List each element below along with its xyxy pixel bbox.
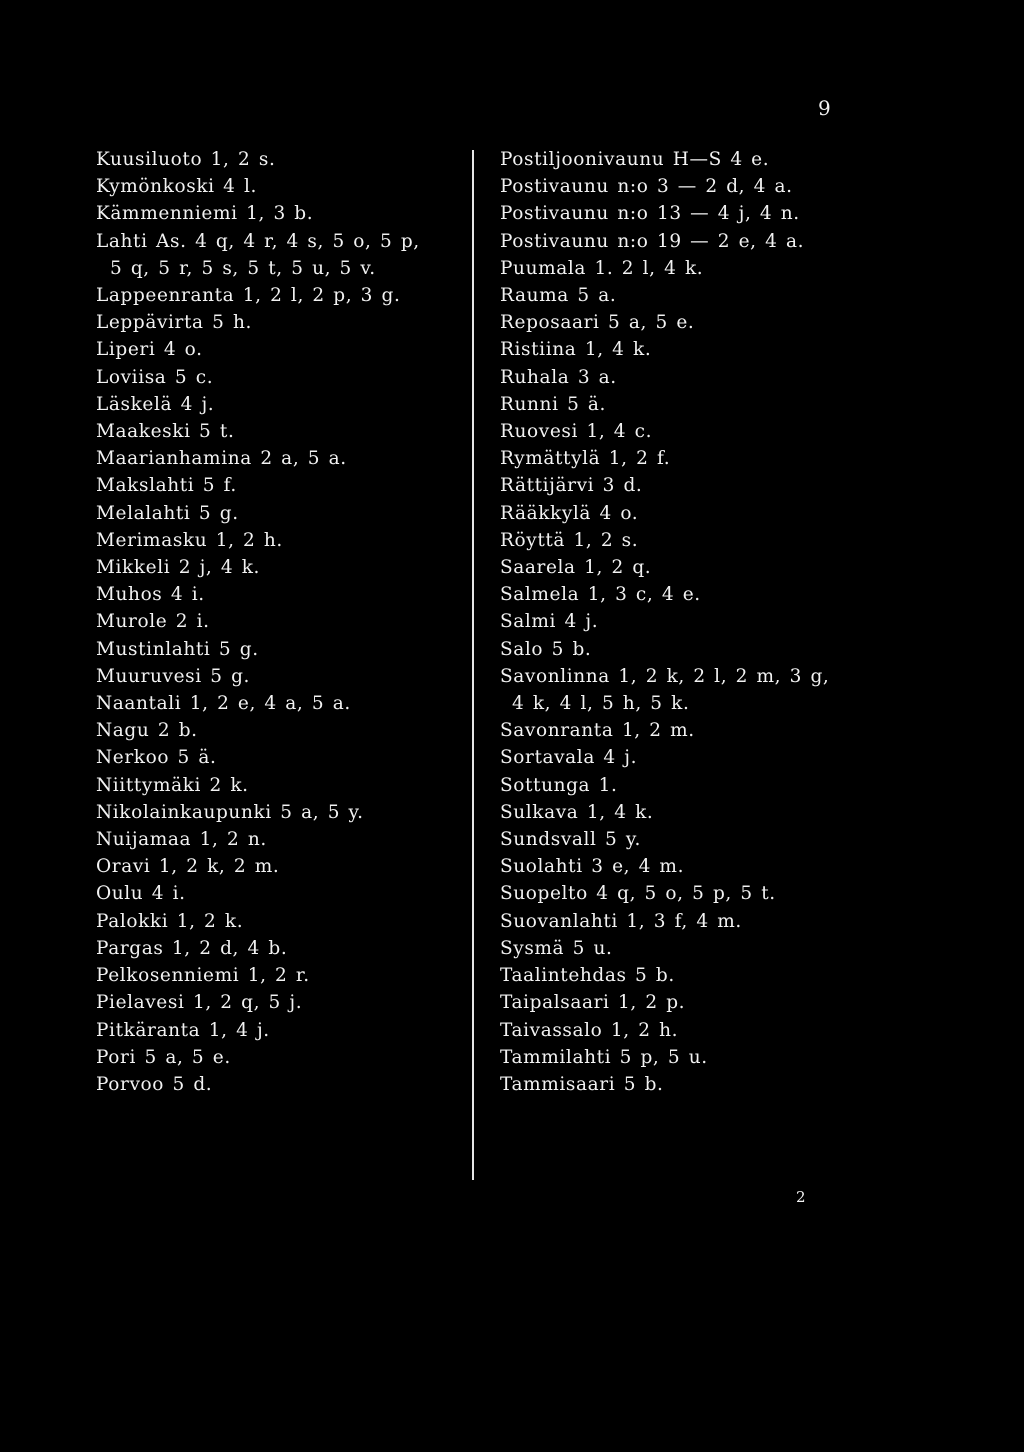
index-entry: Nikolainkaupunki 5 a, 5 y.: [96, 801, 364, 823]
index-column-right: [500, 146, 829, 1098]
index-entry: Ruovesi 1, 4 c.: [500, 421, 653, 443]
index-entry: Taivassalo 1, 2 h.: [500, 1019, 679, 1041]
index-entry: Savonranta 1, 2 m.: [500, 720, 695, 742]
index-entry: Merimasku 1, 2 h.: [96, 529, 283, 551]
index-entry: Pielavesi 1, 2 q, 5 j.: [96, 992, 303, 1014]
index-entry: 5 q, 5 r, 5 s, 5 t, 5 u, 5 v.: [110, 257, 376, 279]
index-entry: Läskelä 4 j.: [96, 393, 215, 415]
index-entry: Lappeenranta 1, 2 l, 2 p, 3 g.: [96, 285, 401, 307]
index-entry: Sysmä 5 u.: [500, 937, 613, 959]
index-entry: Nerkoo 5 ä.: [96, 747, 217, 769]
index-entry: Kuusiluoto 1, 2 s.: [96, 149, 276, 170]
index-entry: Kymönkoski 4 l.: [96, 176, 257, 198]
index-entry: Postivaunu n:o 13 — 4 j, 4 n.: [500, 203, 800, 225]
index-entry: Liperi 4 o.: [96, 339, 203, 361]
index-entry: Niittymäki 2 k.: [96, 774, 249, 796]
index-entry: Rättijärvi 3 d.: [500, 475, 643, 497]
index-entry: Suopelto 4 q, 5 o, 5 p, 5 t.: [500, 883, 776, 905]
index-entry: Mikkeli 2 j, 4 k.: [96, 557, 261, 579]
index-entry: Leppävirta 5 h.: [96, 312, 252, 334]
index-entry: Pelkosenniemi 1, 2 r.: [96, 965, 310, 987]
index-entry: Sundsvall 5 y.: [500, 829, 641, 851]
index-entry: 4 k, 4 l, 5 h, 5 k.: [512, 693, 690, 715]
index-entry: Sulkava 1, 4 k.: [500, 801, 654, 823]
index-entry: Oulu 4 i.: [96, 883, 186, 905]
index-entry: Salmela 1, 3 c, 4 e.: [500, 584, 701, 606]
index-entry: Tammisaari 5 b.: [500, 1073, 664, 1095]
index-entry: Makslahti 5 f.: [96, 475, 237, 497]
signature-mark: 2: [796, 1188, 806, 1206]
index-entry: Taipalsaari 1, 2 p.: [500, 992, 686, 1014]
index-entry: Kämmenniemi 1, 3 b.: [96, 203, 314, 225]
index-entry: Suolahti 3 e, 4 m.: [500, 856, 685, 878]
index-entry: Tammilahti 5 p, 5 u.: [500, 1046, 708, 1068]
index-entry: Nuijamaa 1, 2 n.: [96, 829, 267, 851]
index-entry: Reposaari 5 a, 5 e.: [500, 312, 695, 334]
index-entry: Suovanlahti 1, 3 f, 4 m.: [500, 910, 742, 932]
index-entry: Pori 5 a, 5 e.: [96, 1046, 231, 1068]
index-entry: Ruhala 3 a.: [500, 366, 617, 388]
index-entry: Muhos 4 i.: [96, 584, 205, 606]
index-entry: Pitkäranta 1, 4 j.: [96, 1019, 270, 1041]
index-entry: Sortavala 4 j.: [500, 747, 638, 769]
index-entry: Postiljoonivaunu H—S 4 e.: [500, 149, 770, 170]
index-entry: Nagu 2 b.: [96, 720, 198, 742]
index-entry: Rääkkylä 4 o.: [500, 502, 639, 524]
index-entry: Muuruvesi 5 g.: [96, 665, 250, 687]
index-entry: Salo 5 b.: [500, 638, 592, 660]
index-entry: Maakeski 5 t.: [96, 421, 235, 443]
index-entry: Savonlinna 1, 2 k, 2 l, 2 m, 3 g,: [500, 665, 830, 687]
index-entry: Rauma 5 a.: [500, 285, 617, 307]
page-number: 9: [818, 96, 832, 120]
index-entry: Loviisa 5 c.: [96, 366, 214, 388]
index-entry: Mustinlahti 5 g.: [96, 638, 259, 660]
index-entry: Puumala 1. 2 l, 4 k.: [500, 257, 704, 279]
index-column-left: [96, 146, 420, 1098]
index-entry: Maarianhamina 2 a, 5 a.: [96, 448, 347, 470]
index-entry: Murole 2 i.: [96, 611, 210, 633]
index-entry: Oravi 1, 2 k, 2 m.: [96, 856, 280, 878]
index-entry: Ristiina 1, 4 k.: [500, 339, 652, 361]
index-entry: Melalahti 5 g.: [96, 502, 239, 524]
index-entry: Porvoo 5 d.: [96, 1073, 213, 1095]
index-entry: Sottunga 1.: [500, 774, 618, 796]
index-entry: Postivaunu n:o 19 — 2 e, 4 a.: [500, 230, 805, 252]
index-entry: Pargas 1, 2 d, 4 b.: [96, 937, 288, 959]
index-entry: Röyttä 1, 2 s.: [500, 529, 639, 551]
index-entry: Runni 5 ä.: [500, 393, 607, 415]
index-entry: Naantali 1, 2 e, 4 a, 5 a.: [96, 693, 351, 715]
column-divider: [472, 150, 474, 1180]
index-entry: Palokki 1, 2 k.: [96, 910, 244, 932]
index-entry: Lahti As. 4 q, 4 r, 4 s, 5 o, 5 p,: [96, 230, 420, 252]
index-entry: Taalintehdas 5 b.: [500, 965, 675, 987]
index-entry: Postivaunu n:o 3 — 2 d, 4 a.: [500, 176, 793, 198]
index-entry: Saarela 1, 2 q.: [500, 557, 652, 579]
index-entry: Salmi 4 j.: [500, 611, 599, 633]
index-entry: Rymättylä 1, 2 f.: [500, 448, 671, 470]
